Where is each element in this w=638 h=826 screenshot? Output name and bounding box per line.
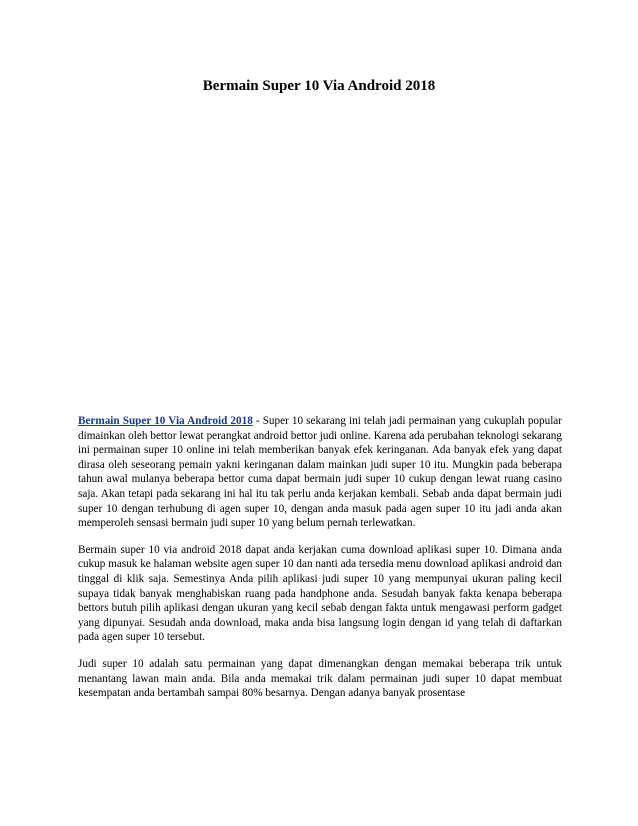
paragraph-2: Bermain super 10 via android 2018 dapat anda kerjakan cuma download aplikasi super 10. Dimana anda cukup masuk ke halaman website agen super 10 dan nanti ada tersedia menu download aplikasi android dan tinggal di klik saja. Semestinya Anda pilih aplikasi judi super 10 yang mempunyai ukuran paling kecil supaya tidak banyak menghabiskan ruang pada handphone anda. Sesudah banyak fakta kenapa beberapa bettors butuh pilih aplikasi dengan ukuran yang kecil sebab dengan fakta untuk mengawasi perform gadget yang dipunyai. Sesudah anda download, maka anda bisa langsung login dengan id yang telah di daftarkan pada agen super 10 tersebut.	[78, 543, 562, 644]
paragraph-3: Judi super 10 adalah satu permainan yang dapat dimenangkan dengan memakai beberapa trik untuk menantang lawan main anda. Bila anda memakai trik dalam permainan judi super 10 dapat membuat kesempatan anda bertambah sampai 80% besarnya. Dengan adanya banyak prosentase	[78, 657, 562, 700]
paragraph-1-text: - Super 10 sekarang ini telah jadi permainan yang cukuplah popular dimainkan oleh bettor lewat perangkat android bettor judi online. Karena ada perubahan teknologi sekarang ini permainan super 10 online ini telah memberikan banyak efek keringanan. Ada banyak efek yang dapat dirasa oleh seseorang pemain yakni keringanan dalam mainkan judi super 10 itu. Mungkin pada beberapa tahun awal mulanya beberapa bettor cuma dapat bermain judi super 10 cukup dengan lewat ruang casino saja. Akan tetapi pada sekarang ini hal itu tak perlu anda kerjakan kembali. Sebab anda dapat bermain judi super 10 dengan terhubung di agen super 10, dengan anda masuk pada agen super 10 itu jadi anda akan memperoleh sensasi bermain judi super 10 yang belum pernah terlewatkan.	[78, 415, 562, 530]
paragraph-1	[78, 414, 562, 531]
title-link[interactable]: Bermain Super 10 Via Android 2018	[78, 415, 253, 427]
image-placeholder	[78, 120, 562, 390]
document-title: Bermain Super 10 Via Android 2018	[202, 78, 436, 94]
document-body	[78, 414, 562, 713]
